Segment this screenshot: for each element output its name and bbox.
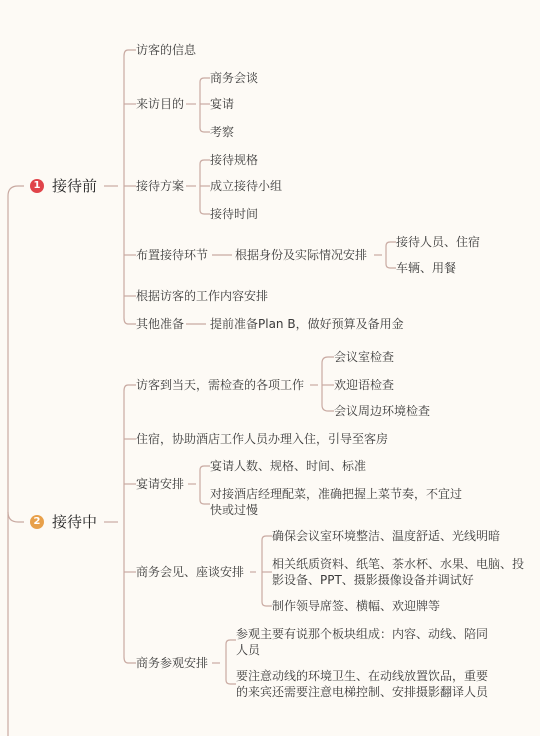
node-work-content[interactable]: 根据访客的工作内容安排 — [136, 289, 269, 303]
node-plan-b[interactable]: 提前准备Plan B，做好预算及备用金 — [210, 317, 404, 331]
node-other-prep[interactable]: 其他准备 — [136, 317, 185, 331]
node-inspection[interactable]: 考察 — [210, 125, 235, 139]
node-day-checks[interactable]: 访客到当天，需检查的各项工作 — [136, 378, 305, 392]
node-reception-team[interactable]: 成立接待小组 — [210, 179, 283, 193]
node-visit-arrange[interactable]: 商务参观安排 — [136, 656, 209, 670]
node-room-environment[interactable]: 确保会议室环境整洁、温度舒适、光线明暗 — [272, 529, 501, 543]
node-arrange-steps[interactable]: 布置接待环节 — [136, 248, 209, 262]
section1-title[interactable]: 接待前 — [52, 177, 98, 195]
node-banquet-pacing[interactable]: 对接酒店经理配菜，准确把握上菜节奏，不宜过快或过慢 — [210, 487, 463, 517]
node-banquet-arrange[interactable]: 宴请安排 — [136, 477, 185, 491]
node-reception-time[interactable]: 接待时间 — [210, 207, 259, 221]
section1-number-badge: 1 — [30, 179, 44, 193]
node-visitor-info[interactable]: 访客的信息 — [136, 43, 197, 57]
node-surroundings-check[interactable]: 会议周边环境检查 — [334, 404, 431, 418]
node-reception-plan[interactable]: 接待方案 — [136, 179, 185, 193]
node-visit-composition[interactable]: 参观主要有说那个板块组成：内容、动线、陪同人员 — [236, 627, 489, 657]
node-banquet[interactable]: 宴请 — [210, 97, 235, 111]
node-lodging-checkin[interactable]: 住宿，协助酒店工作人员办理入住，引导至客房 — [136, 432, 389, 446]
node-meeting-arrange[interactable]: 商务会见、座谈安排 — [136, 565, 245, 579]
node-staff-lodging[interactable]: 接待人员、住宿 — [396, 235, 481, 249]
section2-number-badge: 2 — [30, 515, 44, 529]
node-visit-purpose[interactable]: 来访目的 — [136, 97, 185, 111]
node-welcome-check[interactable]: 欢迎语检查 — [334, 378, 395, 392]
node-vehicle-meal[interactable]: 车辆、用餐 — [396, 261, 457, 275]
node-visit-route-notes[interactable]: 要注意动线的环境卫生、在动线放置饮品，重要的来宾还需要注意电梯控制、安排摄影翻译人员 — [236, 669, 489, 699]
node-signage[interactable]: 制作领导席签、横幅、欢迎牌等 — [272, 599, 441, 613]
node-banquet-details[interactable]: 宴请人数、规格、时间、标准 — [210, 459, 367, 473]
section2-title[interactable]: 接待中 — [52, 513, 98, 531]
node-meeting-room-check[interactable]: 会议室检查 — [334, 350, 395, 364]
node-materials-equipment[interactable]: 相关纸质资料、纸笔、茶水杯、水果、电脑、投影设备、PPT、摄影摄像设备并调试好 — [272, 557, 525, 587]
node-business-talk[interactable]: 商务会谈 — [210, 71, 259, 85]
node-reception-level[interactable]: 接待规格 — [210, 153, 259, 167]
node-arrange-by-identity[interactable]: 根据身份及实际情况安排 — [235, 248, 368, 262]
